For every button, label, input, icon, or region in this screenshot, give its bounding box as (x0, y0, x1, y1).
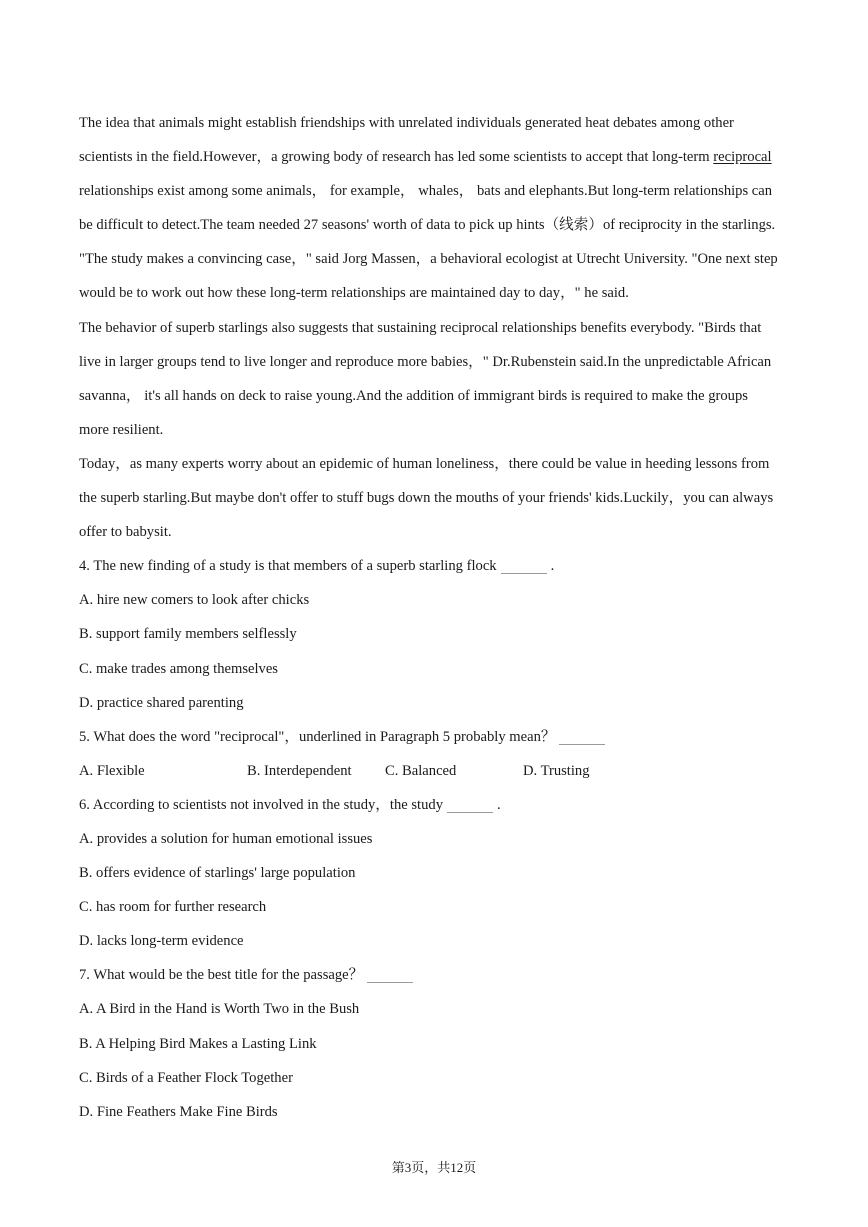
answer-blank[interactable] (559, 743, 605, 745)
text-line: The behavior of superb starlings also suggests that sustaining reciprocal relationships benefits everybody. "Birds that (79, 319, 762, 336)
text-line: be difficult to detect.The team needed 27 seasons' worth of data to pick up hints（线索）of reciprocity in the starlings. (79, 217, 776, 234)
option-b: B. A Helping Bird Makes a Lasting Link (79, 1035, 317, 1052)
text-span: scientists in the field.However，a growing body of research has led some scientists to accept that long-term (79, 149, 714, 166)
paragraph (79, 106, 793, 311)
option-b: B. support family members selflessly (79, 626, 297, 643)
option-a: A. hire new comers to look after chicks (79, 592, 310, 609)
option-d: D. Fine Feathers Make Fine Birds (79, 1103, 278, 1120)
question-text: 5. What does the word "reciprocal"，underlined in Paragraph 5 probably mean？ (79, 728, 556, 745)
question-5 (79, 720, 793, 788)
paragraph (79, 311, 793, 447)
question-6 (79, 788, 793, 958)
paragraph (79, 447, 793, 549)
question-text: 7. What would be the best title for the passage？ (79, 967, 364, 984)
option-c: C. Birds of a Feather Flock Together (79, 1069, 293, 1086)
text-line: would be to work out how these long-term relationships are maintained day to day，" he said. (79, 285, 629, 302)
option-d: D. lacks long-term evidence (79, 933, 244, 950)
option-a: A. provides a solution for human emotional issues (79, 830, 373, 847)
option-c: C. make trades among themselves (79, 660, 278, 677)
question-stem (79, 958, 793, 992)
text-line (79, 140, 793, 174)
question-4 (79, 549, 793, 719)
question-end: . (497, 796, 501, 813)
question-text: 6. According to scientists not involved in the study，the study (79, 796, 444, 813)
option-c: C. has room for further research (79, 899, 267, 916)
option-d: D. Trusting (523, 762, 590, 779)
question-text: 4. The new finding of a study is that members of a superb starling flock (79, 558, 497, 575)
text-line: relationships exist among some animals， for example， whales， bats and elephants.But long-term relationships can (79, 183, 773, 200)
question-7 (79, 958, 793, 1128)
question-stem (79, 788, 793, 822)
text-line: live in larger groups tend to live longer and reproduce more babies，" Dr.Rubenstein said.In the unpredictable African (79, 353, 772, 370)
answer-blank[interactable] (501, 572, 547, 574)
option-a: A. Flexible (79, 762, 145, 779)
text-line: The idea that animals might establish friendships with unrelated individuals generated heat debates among other (79, 115, 734, 131)
page-number: 第3页，共12页 (391, 1160, 477, 1175)
question-stem (79, 549, 793, 583)
answer-blank[interactable] (367, 981, 413, 983)
text-line: "The study makes a convincing case，" said Jorg Massen，a behavioral ecologist at Utrecht University. "One next step (79, 251, 778, 268)
option-b: B. offers evidence of starlings' large population (79, 865, 356, 882)
document-page (79, 106, 793, 1129)
text-line: savanna， it's all hands on deck to raise young.And the addition of immigrant birds is required to make the groups (79, 387, 748, 404)
option-a: A. A Bird in the Hand is Worth Two in the Bush (79, 1001, 360, 1018)
text-line: Today，as many experts worry about an epidemic of human loneliness，there could be value in heeding lessons from (79, 455, 770, 472)
option-b: B. Interdependent (247, 762, 352, 779)
text-line: more resilient. (79, 421, 164, 438)
underlined-word: reciprocal (713, 149, 772, 166)
answer-blank[interactable] (447, 811, 493, 813)
question-end: . (550, 558, 555, 575)
text-line: the superb starling.But maybe don't offer to stuff bugs down the mouths of your friends' kids.Luckily，you can always (79, 490, 774, 507)
question-stem (79, 720, 793, 754)
option-d: D. practice shared parenting (79, 694, 244, 711)
text-line: offer to babysit. (79, 524, 172, 541)
options-row (79, 754, 793, 788)
option-c: C. Balanced (385, 762, 457, 779)
